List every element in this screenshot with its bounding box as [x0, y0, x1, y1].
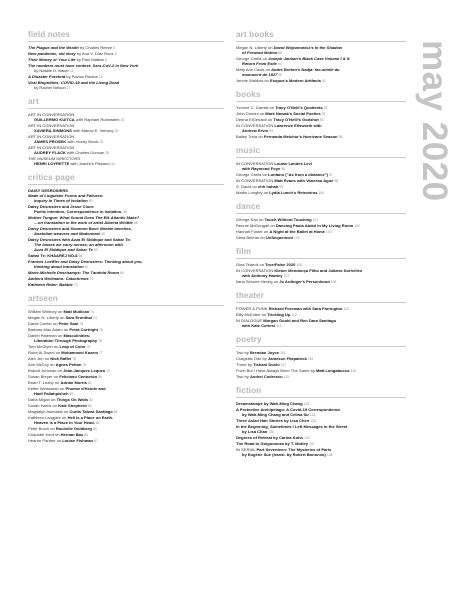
entry-text: Mark Nowak's Social Poetics [265, 111, 321, 116]
entry-text: IN SERIAL [236, 447, 257, 452]
page-number: 116 [307, 357, 314, 361]
entry-text: Hernan Bas [60, 432, 84, 437]
entry-text: Marie-Michelle Deschamps: The Tarafold Room [28, 270, 119, 275]
page-number: 113 [276, 324, 282, 328]
page-number: 103 [294, 236, 300, 240]
entry-text: A Protective Archipelago: A Covid-19 Correspondence [236, 407, 341, 412]
page-number: 107 [283, 274, 290, 278]
entry-text: David Wojnarowicz's In the Shadow [273, 45, 343, 50]
page-number: 79 [106, 369, 111, 373]
entry-text: Ann McCoy on [28, 362, 56, 367]
entry-text: Charlotte Kent on [28, 432, 61, 437]
entry-text: Frances Loeffler and Daisy Desrosiers: Thinking about you, [28, 259, 143, 264]
entry-text: Matt Evans with Vanessa Ague [274, 178, 334, 183]
entry-text: The Plague and the Wraith [28, 45, 79, 50]
section-film [236, 247, 406, 285]
entry-text: Richard Foreman with Sara Farrington [268, 306, 343, 311]
entry-text: Andrei Codrescu [249, 374, 283, 379]
entry-text: Morgan Gould and Ren Dara Santiago [263, 318, 337, 323]
page-number: 74 [90, 310, 94, 314]
entry-text: with Hovey Brock [66, 139, 100, 144]
entry-text: with Raphael Rubinstein [74, 117, 121, 122]
entry-text: Tom McGlynn on [28, 344, 60, 349]
section-title: poetry [236, 335, 262, 344]
entry-text: with Raymond Foye [242, 166, 281, 171]
entry-text: Feliciano Centurión [59, 374, 98, 379]
entry-text: David Carrier on [28, 321, 59, 326]
entry-text: Billy McEntee on [236, 312, 268, 317]
page-number: 90 [277, 62, 282, 66]
entry-text: with Anthony Hawley [242, 273, 283, 278]
page-number: 69 [120, 271, 124, 275]
entry-text: Brandt Junceau on [28, 368, 64, 373]
section-title: critics page [28, 173, 75, 182]
section-title: dance [236, 202, 261, 211]
entry-text: Leap of Color [59, 344, 86, 349]
page-number: 38 [105, 151, 110, 155]
page-number: 74 [93, 316, 97, 320]
entry-text: IN CONVERSATION [236, 123, 275, 128]
page-number: 84 [113, 410, 118, 414]
entry-text: From But I Have Always Been The Same by [236, 368, 316, 373]
page-number: 88 [278, 51, 283, 55]
entry-text: Craigslist Ode by [236, 356, 268, 361]
entry-text: André Breton's Nadja: fac-similé du [271, 67, 340, 72]
entry-text: Return From Exile [242, 61, 277, 66]
page-number: 8 [114, 52, 117, 56]
entry-text: Azza El Siddique and Sahar Te [34, 247, 93, 252]
entry-text: Inquiry in Times of Isolation [34, 198, 88, 203]
entry-text: Matt Longabucco [316, 368, 350, 373]
entry-text: Susan Breyer on [28, 374, 60, 379]
page-number: 118 [350, 369, 356, 373]
entry-text: Deena ElGenaidi on [236, 117, 274, 122]
page-number: 147 [309, 442, 315, 446]
entry-text: A Disaster Foretold [28, 74, 66, 79]
section-field-notes [28, 30, 224, 91]
page-number: 103 [326, 230, 332, 234]
page-number: 136 [268, 430, 274, 434]
entry-text: Poetic Intention, Correspondence in Isolation. [34, 209, 123, 214]
entry-text: Heaven is a Place in Your Head. [34, 420, 95, 425]
entry-text: Tracy O'Neill's Quotients [275, 105, 323, 110]
page-number: 60 [101, 232, 106, 236]
page-number: 124 [309, 413, 316, 417]
entry-text: Susan Harris on [28, 403, 59, 408]
toc-entry[interactable] [236, 78, 406, 84]
entry-text: of Forward Motion [242, 50, 278, 55]
page-number: 84 [95, 421, 100, 425]
section-title: field notes [28, 30, 71, 39]
entry-text: JAMES PROSEK [34, 139, 67, 144]
entry-text: Louise Fishman [62, 438, 94, 443]
entry-text: thinking about translation [34, 264, 84, 269]
toc-entry[interactable] [236, 374, 406, 380]
page-number: 108 [330, 280, 337, 284]
entry-text: with Joachim Pissarro [69, 161, 111, 166]
entry-text: manuscrit de 1927 [242, 72, 278, 77]
section-dance [236, 202, 406, 241]
page-number: 20 [120, 118, 125, 122]
page-number: 100 [318, 191, 325, 195]
entry-text: Made of Linguistic Forms and Failures: [28, 193, 104, 198]
section-music [236, 146, 406, 196]
entry-text: Ambera Wellmann: Catachresis [28, 276, 89, 281]
entry-text: GUILLERMO KUITCA [34, 117, 75, 122]
entry-text: DAISY DESROSIERS [28, 188, 68, 193]
entry-text: by Ana V. Diaz Rous [75, 51, 115, 56]
page-number: 117 [280, 363, 286, 367]
entry-text: Agnes Pelton [55, 362, 82, 367]
section-title: books [236, 90, 261, 99]
entry-text: Louise Landes Levi [274, 161, 312, 166]
page-number: 106 [296, 263, 302, 267]
entry-text: Tracy O'Neill's Godshot [273, 117, 319, 122]
entry-text: William Whitney on [28, 309, 64, 314]
entry-text: Megan N. Liberty on [28, 315, 66, 320]
page-number: 97 [329, 173, 333, 177]
page-number: 90 [278, 73, 283, 77]
entry-text: ART IN CONVERSATION [28, 145, 75, 150]
left-column [28, 30, 224, 450]
page-number: 58 [133, 221, 138, 225]
entry-text: Joseph Jarman's Black Case Volume I & II: [268, 56, 351, 61]
entry-text: Rennie McDougall on [236, 223, 276, 228]
entry-text: Nick Raffel [50, 356, 72, 361]
section-fiction [236, 386, 406, 458]
toc-entry[interactable] [236, 452, 406, 458]
entry-text: Andrew Ervin [242, 128, 269, 133]
entry-text: Lontano ("As from a distance") [268, 172, 328, 177]
entry-text: The losses we carry across; an afternoon with [34, 242, 123, 247]
entry-text: Touch Without Touching [264, 217, 312, 222]
section-divider [236, 346, 406, 347]
entry-text: IN DIALOGUE [236, 318, 264, 323]
entry-text: Bailey Trela on [236, 134, 264, 139]
entry-text: Daisy Desrosiers and Jesse Chun: [28, 204, 95, 209]
page-number: 101 [312, 218, 319, 222]
section-divider [28, 184, 224, 185]
entry-text: Sima Belmar on [236, 235, 266, 240]
section-title: film [236, 247, 251, 256]
entry-text: Darla Migan on [28, 397, 57, 402]
entry-text: George Grella on [236, 172, 269, 177]
page-number: 102 [354, 224, 360, 228]
page-number: 76 [98, 339, 102, 343]
entry-text: New pandemic, old story [28, 51, 76, 56]
issue-date-text: may 2020 [415, 40, 454, 202]
entry-text: Viral Biopolitics: COVID-19 and the Living Dead [28, 80, 120, 85]
entry-text: ART IN CONVERSATION [28, 112, 75, 117]
page-number: 91 [322, 79, 326, 83]
entry-text: by Rachel Nelson [34, 85, 67, 90]
entry-text: Ketter Weissman on [28, 386, 66, 391]
entry-text: Hell is a Place on Earth. [67, 415, 114, 420]
section-title: fiction [236, 386, 262, 395]
page-number: 80 [98, 375, 102, 379]
entry-text: Fernanda Melchor's Hurricane Season [263, 134, 338, 139]
entry-text: Jennie Waldow on [236, 78, 271, 83]
entry-text: Hannah Foster on [236, 229, 270, 234]
entry-text: Lawrence Ellsworth with [274, 123, 322, 128]
entry-text: Matt Mullican [63, 309, 90, 314]
page-number: 63 [93, 248, 98, 252]
page-number: 78 [82, 363, 87, 367]
page-number: 148 [327, 453, 333, 457]
section-divider [236, 258, 406, 259]
entry-text: Peter Brock on [28, 426, 56, 431]
entry-text: Mohammed Kazem [61, 350, 98, 355]
entry-text: The numbers must have context: Sars-CoV-2 in New York [28, 63, 139, 68]
toc-entry[interactable] [236, 190, 406, 196]
entry-text: with Marcia E. Vetrocq [72, 128, 115, 133]
entry-text: Kate Shepherd [58, 403, 87, 408]
toc-entry[interactable] [236, 323, 406, 329]
entry-text: Yvonne C. Garrett on [236, 105, 276, 110]
page-number: 116 [280, 351, 286, 355]
entry-text: Rochelle Goldberg [55, 426, 92, 431]
page-number: 92 [321, 112, 326, 116]
page-number: 75 [99, 328, 103, 332]
entry-text: Trickling Up [267, 312, 291, 317]
entry-text: Daisy Desrosiers with Azza El Siddique and Sahar Te: [28, 237, 131, 242]
entry-text: POWER & PUNK [236, 306, 269, 311]
entry-text: Esopus's Modern Artifacts [270, 78, 322, 83]
entry-text: with Kate Cortesi [242, 323, 276, 328]
issue-date-masthead [414, 40, 458, 260]
entry-text: The Road to Golgonooza by T. Motley [236, 441, 308, 446]
toc-entry[interactable] [28, 282, 224, 288]
page-number: 32 [99, 140, 104, 144]
page-number: 12 [98, 75, 103, 79]
section-divider [236, 101, 406, 102]
toc-entry[interactable] [236, 235, 406, 241]
page-number: 92 [323, 106, 328, 110]
section-critics-page [28, 173, 224, 288]
entry-text: Mary Ann Caws on [236, 67, 272, 72]
entry-text: IN CONVERSATION [236, 161, 275, 166]
section-title: music [236, 146, 261, 155]
page-number: 82 [69, 392, 74, 396]
entry-text: Brendan Joyce [249, 350, 279, 355]
entry-text: THE MUSEUM DIRECTORS [28, 156, 81, 161]
section-divider [28, 41, 224, 42]
entry-text: Hadi Fallahpisheh [34, 391, 69, 396]
page-number: 6 [113, 46, 116, 50]
entry-text: ART IN CONVERSATION [28, 123, 75, 128]
section-art [28, 97, 224, 167]
section-title: art books [236, 30, 274, 39]
entry-text: Jean-Jacques Lequeu [63, 368, 106, 373]
page-number: 85 [93, 427, 97, 431]
section-divider [28, 305, 224, 306]
page-number: 75 [79, 322, 84, 326]
page-number: 96 [281, 167, 286, 171]
section-art-books [236, 30, 406, 84]
section-artseen [28, 294, 224, 444]
entry-text: Phoebe d'Heurle and [65, 386, 106, 391]
entry-text: Two by [236, 374, 250, 379]
entry-text: Liberation Through Photography [34, 338, 98, 343]
entry-text: Dancing Paula Abdul in My Living Room [275, 223, 354, 228]
entry-text: George Kan on [236, 217, 265, 222]
toc-entry[interactable] [28, 85, 224, 91]
section-title: art [28, 97, 39, 106]
page-number: 71 [89, 277, 94, 281]
entry-text: IN CONVERSATION [236, 268, 275, 273]
page-number: 83 [87, 404, 92, 408]
page-number: 17 [66, 86, 71, 90]
entry-text: Alex Jen on [28, 356, 51, 361]
entry-text: Ilana Simone Herzig on [236, 279, 280, 284]
entry-text: by Eugène Sue (transl. by Robert Bononno) [242, 452, 326, 457]
entry-text: Peter Saul [58, 321, 79, 326]
entry-text: True/False 2020 [265, 262, 296, 267]
page-number: 44 [110, 162, 115, 166]
page-number: 11 [70, 69, 74, 73]
page-number: 95 [338, 135, 343, 139]
entry-text: by Paul Mattick [75, 57, 106, 62]
entry-text: AUDREY FLACK [34, 150, 66, 155]
page-number: 87 [94, 439, 98, 443]
entry-text: Petra Cortright [69, 327, 98, 332]
page-number: 73 [73, 283, 78, 287]
section-title: theater [236, 291, 265, 300]
page-number: 81 [87, 381, 92, 385]
entry-text: ART IN CONVERSATION [28, 134, 75, 139]
page-number: 67 [84, 265, 89, 269]
entry-text: Mother Tongue: What Sound Does The Elk Atlantic Make? [28, 215, 140, 220]
entry-text: XAVIERA SIMMONS [34, 128, 72, 133]
entry-text: by Charles Reeve [78, 45, 114, 50]
entry-text: —on translation in the work of artist Alberta Whittle [34, 220, 133, 225]
entry-text: Barbara Mac Adam on [28, 327, 70, 332]
page-number: 128 [310, 419, 316, 423]
page-number: 86 [84, 433, 88, 437]
page-number: 93 [269, 129, 273, 133]
entry-text: Three by [236, 362, 254, 367]
entry-text: Kathleen Ritter: Babble [28, 282, 73, 287]
section-divider [236, 397, 406, 398]
entry-text: UnSequenced [265, 235, 293, 240]
section-divider [236, 302, 406, 303]
entry-text: Things On Walls [56, 397, 89, 402]
entry-text: Their Money or Your Life [28, 57, 76, 62]
entry-text: In the Beginning, Sometimes I Left Messages in the Street [236, 424, 348, 429]
entry-text: Lydia Lunch's Retrovirus [269, 190, 318, 195]
page-number: 119 [283, 375, 289, 379]
section-books [236, 90, 406, 140]
entry-text: S. David on [236, 184, 259, 189]
entry-text: IN CONVERSATION [236, 178, 275, 183]
page-number: 98 [334, 179, 339, 183]
page-number: 93 [319, 118, 324, 122]
page-number: 78 [72, 357, 76, 361]
entry-text: Two by [236, 350, 250, 355]
entry-text: by Wah-Ming Chang and Celina Su [242, 412, 309, 417]
entry-text: by Natalie D. Baker [34, 68, 70, 73]
toc-entry[interactable] [28, 438, 224, 444]
entry-text: ehh hahah [258, 184, 279, 189]
page-number: 76 [86, 345, 91, 349]
entry-text: Megan N. Liberty on [236, 45, 274, 50]
toc-entry[interactable] [236, 279, 406, 285]
page-number: 56 [123, 210, 128, 214]
entry-text: Martin Longley on [236, 190, 270, 195]
entry-text: by Pavlos Roufos [65, 74, 99, 79]
page-number: 26 [114, 129, 119, 133]
entry-text: Jo Ardinger's Personhood [279, 279, 330, 284]
entry-text: Ruba Al-Sweel on [28, 350, 62, 355]
page-number: 143 [304, 436, 310, 440]
right-column [236, 30, 406, 464]
page-number: 77 [99, 351, 103, 355]
page-number: 112 [291, 313, 297, 317]
entry-text: Gina Telaroli on [236, 262, 266, 267]
page-number: 120 [303, 402, 310, 406]
entry-text: Jameson Fitzpatrick [267, 356, 307, 361]
entry-text: Anatolian weavers and Madonnas! [34, 231, 101, 236]
entry-text: by Lisa Chan [242, 429, 268, 434]
page-number: 110 [343, 307, 349, 311]
section-poetry [236, 335, 406, 380]
entry-text: Degrees of Retreat by Carina Kohn [236, 435, 304, 440]
entry-text: John Domini on [236, 111, 266, 116]
entry-text: A Night at the Ballet at Home [269, 229, 325, 234]
page-number: 99 [279, 185, 284, 189]
entry-text: Brian T. Leahy on [28, 380, 61, 385]
section-divider [236, 157, 406, 158]
toc-entry[interactable] [28, 161, 224, 167]
entry-text: HENRI LOYRETTE [34, 161, 70, 166]
entry-text: Adrian Morris [60, 380, 87, 385]
section-divider [28, 108, 224, 109]
entry-text: Hearne Pardee on [28, 438, 63, 443]
entry-text: Sahar Te: KHAAREJ NO.8 [28, 253, 78, 258]
section-divider [236, 41, 406, 42]
entry-text: George Grella on [236, 56, 269, 61]
section-theater [236, 291, 406, 329]
entry-text: Magdalyn Asimakis on [28, 409, 70, 414]
entry-text: Daisy Desrosiers and Shannon Bool: Marble benches, [28, 226, 132, 231]
page-number: 66 [78, 254, 83, 258]
section-title: artseen [28, 294, 58, 303]
page-number: 82 [89, 398, 93, 402]
entry-text: Daniel Pateman on [28, 333, 64, 338]
entry-text: Kleber Mendonça Filho and Juliano Dornelles [274, 268, 363, 273]
entry-text: Tishani Doshi [253, 362, 280, 367]
entry-text: Three Asian Hair Stories by Lisa Chen [236, 418, 310, 423]
entry-text: with Charles Duncan [65, 150, 106, 155]
page-number: 8 [105, 58, 107, 62]
entry-text: Sara Eronthal [65, 315, 92, 320]
entry-text: Curtis Talwst Santiago [69, 409, 113, 414]
toc-entry[interactable] [236, 134, 406, 140]
entry-text: Kathleen Langjahr on [28, 415, 68, 420]
entry-text: Dreamstampe by Wah-Ming Chang [236, 401, 303, 406]
entry-text: Masculinities: [63, 333, 91, 338]
page-number: 50 [88, 199, 93, 203]
section-divider [236, 213, 406, 214]
entry-text: Part Seventeen: The Mysteries of Paris [256, 447, 332, 452]
